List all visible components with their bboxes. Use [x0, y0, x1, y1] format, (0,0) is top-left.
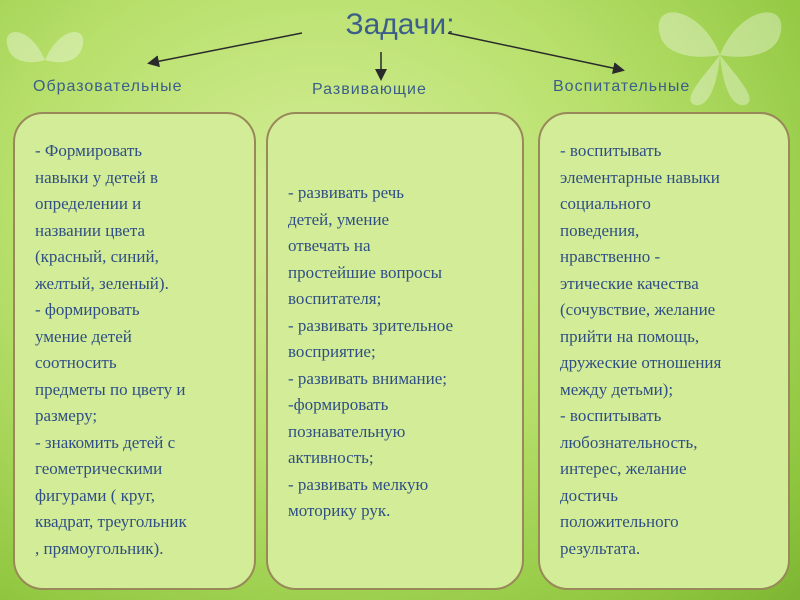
card-developmental	[266, 112, 524, 590]
card-upbringing-text: - воспитывать элементарные навыки социального поведения, нравственно - этические качества (сочувствие, желание прийти на помощь, дружеские отношения между детьми); - воспитывать любознательность, интерес, желание достичь положительного результата.	[560, 141, 722, 558]
arrow-right	[448, 33, 622, 70]
category-upbringing: Воспитательные	[553, 78, 691, 95]
category-developmental: Развивающие	[312, 81, 427, 98]
card-educational-text: - Формировать навыки у детей в определении и названии цвета (красный, синий, желтый, зеленый). - формировать умение детей соотносить предметы по цвету и размеру; - знакомить детей с геометрическими фигурами ( круг, квадрат, треугольник , прямоугольник).	[35, 141, 187, 558]
category-educational: Образовательные	[33, 78, 183, 95]
card-upbringing	[538, 112, 790, 590]
arrow-left	[150, 33, 302, 63]
card-educational	[13, 112, 256, 590]
card-developmental-text: - развивать речь детей, умение отвечать на простейшие вопросы воспитателя; - развивать зрительное восприятие; - развивать внимание; -формировать познавательную активность; - развивать мелкую моторику рук.	[288, 183, 454, 520]
page-title: Задачи:	[345, 8, 455, 41]
